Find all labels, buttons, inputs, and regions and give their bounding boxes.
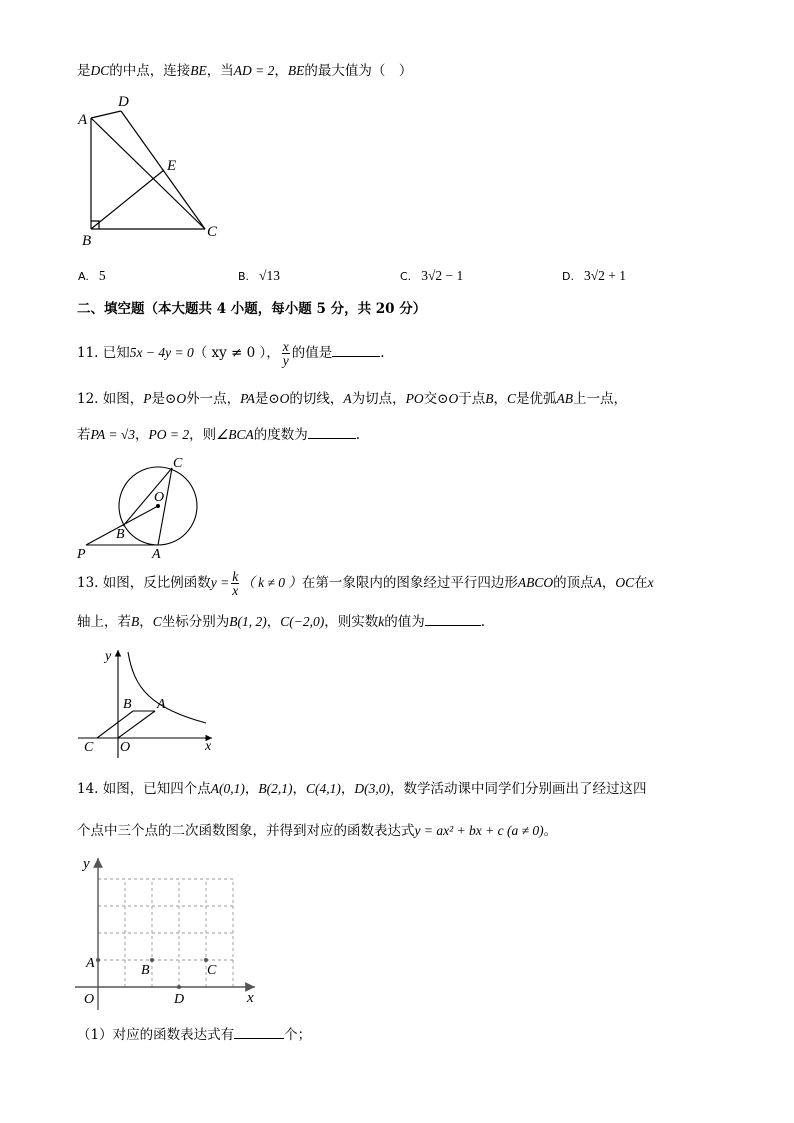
q12-line1: 12. 如图，P是⊙O外一点，PA是⊙O的切线，A为切点，PO交⊙O于点B，C是优弧AB上一点，	[77, 391, 627, 407]
q12-label-B: B	[116, 527, 125, 542]
q13-line2: 轴上，若B，C坐标分别为B(1, 2)，C(−2,0)，则实数k的值为 .	[77, 614, 486, 630]
q14-label-B: B	[141, 963, 150, 978]
q13-fraction: $\frac{k}{x}$	[232, 569, 239, 598]
q13-label-C: C	[84, 740, 94, 755]
q10-label-A: A	[78, 112, 88, 128]
q10-label-D: D	[118, 94, 129, 110]
q12-label-P: P	[77, 547, 86, 562]
q12-label-C: C	[173, 456, 183, 471]
q13-label-B: B	[123, 697, 132, 712]
q13-label-O: O	[120, 740, 131, 755]
q14-line1: 14. 如图，已知四个点A(0,1)，B(2,1)，C(4,1)，D(3,0)，数学活动课中同学们分别画出了经过这四	[77, 781, 647, 797]
q13-label-A: A	[157, 697, 166, 712]
q10-option-b[interactable]: B. √13	[238, 268, 280, 283]
q14-label-D: D	[174, 992, 185, 1007]
q14-line2: 个点中三个点的二次函数图象，并得到对应的函数表达式y = ax² + bx + c (a ≠ 0)。	[77, 823, 558, 839]
q10-label-B: B	[82, 233, 92, 249]
q10-stem: 是DC的中点，连接BE，当AD = 2，BE的最大值为（ ）	[77, 63, 413, 79]
q10-option-a[interactable]: A. 5	[78, 268, 106, 283]
q14-label-x: x	[247, 990, 254, 1006]
q14-label-C: C	[207, 963, 217, 978]
q11-fraction: $\frac{x}{y}$	[282, 339, 289, 368]
section-title: 二、填空题（本大题共 4 小题，每小题 5 分，共 20 分）	[77, 301, 427, 317]
q10-option-d[interactable]: D. 3√2 + 1	[562, 268, 626, 283]
q14-sub1-answer-blank[interactable]	[234, 1026, 284, 1039]
q14-sub1: （1）对应的函数表达式有 个；	[77, 1027, 312, 1043]
q10-option-c[interactable]: C. 3√2 − 1	[400, 268, 464, 283]
q11: 11. 已知5x − 4y = 0（ xy ≠ 0 ）， $\frac{x}{y}$ 的值是 .	[77, 339, 385, 368]
q10-label-E: E	[167, 158, 177, 174]
q12-label-O: O	[154, 490, 165, 505]
q13-label-y: y	[105, 649, 112, 664]
q14-label-y: y	[83, 856, 90, 872]
q10-label-C: C	[207, 224, 218, 240]
q12-line2: 若PA = √3，PO = 2，则∠BCA的度数为 .	[77, 427, 361, 443]
q13-line1: 13. 如图，反比例函数y = $\frac{k}{x}$ （ k ≠ 0 ）在第一象限内的图象经过平行四边形ABCO的顶点A，OC在x	[77, 569, 654, 598]
q14-label-O: O	[84, 992, 95, 1007]
q12-label-A: A	[152, 547, 161, 562]
q13-label-x: x	[205, 739, 212, 754]
q14-label-A: A	[86, 956, 95, 971]
